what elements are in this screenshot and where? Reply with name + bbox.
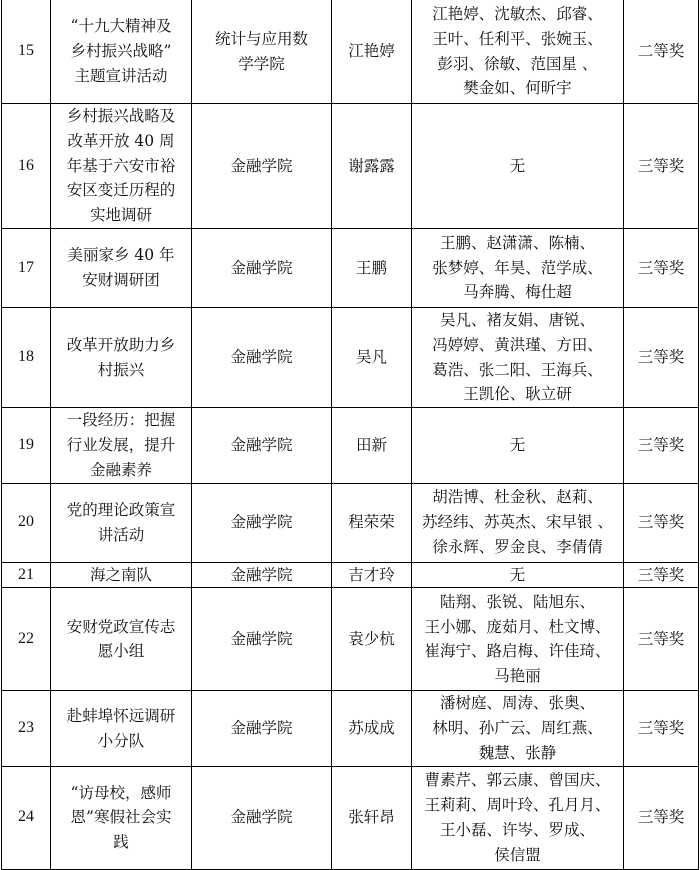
row-number-cell: 16 [2,104,51,229]
cell-line: 王小磊、许岑、罗成、 [439,820,595,839]
cell-line: 苏经纬、苏英杰、宋早银 、 [422,513,613,532]
cell-line: 樊金如、何昕宇 [463,79,572,98]
cell-line: 张梦婷、年昊、范学成、 [432,258,603,277]
cell-line: 金融学院 [230,348,293,367]
awards-table-body [2,0,699,869]
members-cell [412,588,624,691]
cell-line: 村振兴 [97,360,145,379]
cell-line: 改革开放 40 周 [67,131,175,150]
college-cell [192,588,332,691]
members-cell [412,766,624,869]
college-cell [192,307,332,407]
cell-line: 恩”寒假社会实 [70,808,172,827]
table-row [2,408,699,483]
members-cell [412,562,624,588]
college-cell [192,483,332,562]
project-name-cell [51,766,192,869]
cell-line: 赴蚌埠怀远调研 [66,706,176,725]
cell-line: 侯信盟 [494,845,541,864]
cell-line: “十九大精神及 [70,17,172,36]
cell-line: 金融学院 [230,719,293,738]
row-number-cell: 20 [2,483,51,562]
award-cell: 三等奖 [624,408,699,483]
project-name-cell [51,104,192,229]
college-cell [192,766,332,869]
cell-line: 王叶、任利平、张婉玉、 [432,29,603,48]
members-cell [412,104,624,229]
project-name-cell [51,228,192,307]
cell-line: 王莉莉、周叶玲、孔月月、 [424,795,611,814]
cell-line: 乡村振兴战略及 [66,107,176,125]
project-name-cell [51,0,192,104]
table-row [2,104,699,229]
cell-line: 一段经历：把握 [66,411,176,430]
cell-line: 美丽家乡 40 年 [67,246,175,265]
row-number-cell: 23 [2,691,51,766]
cell-line: 讲活动 [97,525,145,544]
cell-line: 无 [509,435,526,454]
project-name-cell [51,691,192,766]
cell-line: 胡浩博、杜金秋、赵莉、 [432,488,603,507]
college-cell [192,408,332,483]
leader-cell: 王鹏 [332,228,412,307]
cell-line: 安财党政宣传志 [66,617,176,636]
row-number-cell: 15 [2,0,51,104]
cell-line: 学学院 [238,54,285,73]
cell-line: 金融学院 [230,629,293,648]
cell-line: 无 [509,156,526,175]
award-cell: 三等奖 [624,104,699,229]
cell-line: 王小娜、庞茹月、杜文博、 [424,617,611,636]
project-name-cell [51,483,192,562]
cell-line: 安财调研团 [82,270,160,289]
table-row [2,562,699,588]
cell-line: 小分队 [97,731,145,750]
cell-line: 崔海宁、路启梅、许佳琦、 [424,642,611,661]
cell-line: 马艳丽 [494,667,541,686]
row-number-cell: 21 [2,562,51,588]
row-number-cell: 18 [2,307,51,407]
project-name-cell [51,408,192,483]
cell-line: 实地调研 [89,206,152,225]
cell-line: 年基于六安市裕 [66,156,176,175]
awards-table [1,0,699,870]
cell-line: 王凯伦、耿立研 [463,385,572,404]
members-cell [412,483,624,562]
table-row [2,588,699,691]
cell-line: 潘树庭、周涛、张奥、 [439,694,595,713]
members-cell [412,228,624,307]
cell-line: 葛浩、张二阳、王海兵、 [432,360,603,379]
table-row [2,483,699,562]
award-cell: 三等奖 [624,562,699,588]
cell-line: 金融学院 [230,565,293,584]
row-number-cell: 22 [2,588,51,691]
project-name-cell [51,307,192,407]
cell-line: 海之南队 [89,565,152,584]
cell-line: 冯婷婷、黄洪瑾、方田、 [432,335,603,354]
cell-line: 金融学院 [230,435,293,454]
leader-cell: 苏成成 [332,691,412,766]
cell-line: 魏慧、张静 [478,743,557,762]
leader-cell: 张轩昂 [332,766,412,869]
leader-cell: 谢露露 [332,104,412,229]
award-cell: 三等奖 [624,766,699,869]
award-cell: 二等奖 [624,0,699,104]
table-row [2,766,699,869]
cell-line: 无 [509,565,526,584]
members-cell [412,307,624,407]
cell-line: 行业发展，提升 [66,435,176,454]
cell-line: 主题宣讲活动 [74,66,168,85]
table-row [2,0,699,104]
award-cell: 三等奖 [624,307,699,407]
cell-line: 金融学院 [230,513,293,532]
leader-cell: 吴凡 [332,307,412,407]
project-name-cell [51,588,192,691]
leader-cell: 程荣荣 [332,483,412,562]
members-cell [412,691,624,766]
cell-line: “访母校，感师 [70,783,172,802]
cell-line: 吴凡、褚友娟、唐锐、 [439,310,595,329]
table-row [2,228,699,307]
cell-line: 林明、孙广云、周红燕、 [432,719,603,738]
table-row [2,307,699,407]
cell-line: 愿小组 [97,642,145,661]
cell-line: 王鹏、赵潇潇、陈楠、 [439,233,595,252]
cell-line: 金融学院 [230,258,293,277]
cell-line: 马奔腾、梅仕超 [463,283,572,302]
project-name-cell [51,562,192,588]
leader-cell: 吉才玲 [332,562,412,588]
cell-line: 金融学院 [230,156,293,175]
cell-line: 徐永辉、罗金良、李倩倩 [432,537,603,556]
leader-cell: 田新 [332,408,412,483]
award-cell: 三等奖 [624,483,699,562]
cell-line: 乡村振兴战略” [70,42,172,61]
college-cell [192,691,332,766]
cell-line: 党的理论政策宣 [66,500,176,519]
cell-line: 江艳婷、沈敏杰、邱睿、 [432,4,603,23]
award-cell: 三等奖 [624,588,699,691]
cell-line: 金融素养 [89,460,152,479]
award-cell: 三等奖 [624,691,699,766]
college-cell [192,228,332,307]
cell-line: 改革开放助力乡 [66,335,176,354]
college-cell [192,562,332,588]
row-number-cell: 19 [2,408,51,483]
cell-line: 曹素芹、郭云康、曾国庆、 [424,771,611,790]
row-number-cell: 17 [2,228,51,307]
leader-cell: 袁少杭 [332,588,412,691]
college-cell [192,0,332,104]
cell-line: 彭羽、徐敏、范国星 、 [437,54,598,73]
members-cell [412,0,624,104]
cell-line: 安区变迁历程的 [66,181,176,200]
cell-line: 践 [113,833,129,852]
table-row [2,691,699,766]
cell-line: 陆翔、张锐、陆旭东、 [439,592,595,611]
cell-line: 金融学院 [230,808,293,827]
row-number-cell: 24 [2,766,51,869]
award-cell: 三等奖 [624,228,699,307]
college-cell [192,104,332,229]
leader-cell: 江艳婷 [332,0,412,104]
members-cell [412,408,624,483]
cell-line: 统计与应用数 [214,29,308,48]
